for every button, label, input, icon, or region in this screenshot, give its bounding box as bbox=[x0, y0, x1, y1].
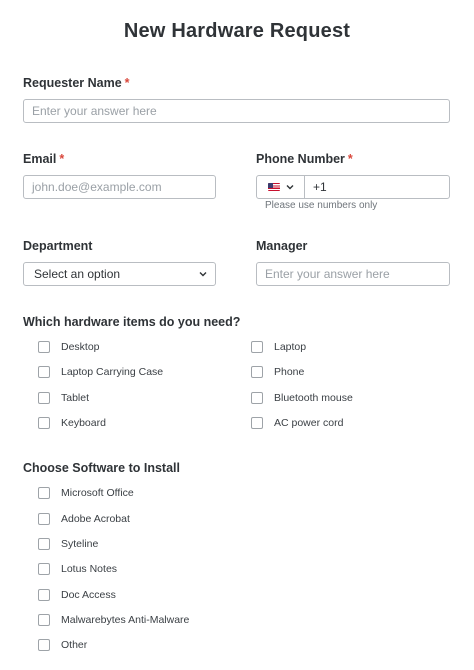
requester-name-label bbox=[23, 76, 130, 90]
checkbox-option[interactable] bbox=[38, 512, 130, 526]
checkbox[interactable] bbox=[251, 417, 263, 429]
required-mark: * bbox=[347, 152, 353, 166]
checkbox-option[interactable] bbox=[251, 365, 304, 379]
checkbox-option[interactable] bbox=[38, 340, 100, 354]
checkbox-option[interactable] bbox=[38, 391, 89, 405]
required-mark: * bbox=[59, 152, 65, 166]
checkbox-option[interactable] bbox=[251, 391, 353, 405]
requester-name-input[interactable] bbox=[23, 99, 450, 123]
page-title: New Hardware Request bbox=[123, 20, 351, 42]
email-input[interactable] bbox=[23, 175, 216, 199]
checkbox-label: Doc Access bbox=[61, 589, 116, 601]
manager-label: Manager bbox=[256, 239, 308, 253]
checkbox[interactable] bbox=[38, 513, 50, 525]
checkbox-label: Laptop bbox=[274, 341, 307, 353]
phone-input[interactable] bbox=[256, 175, 450, 199]
checkbox-label: Lotus Notes bbox=[61, 563, 118, 575]
us-flag-icon bbox=[268, 183, 280, 191]
country-selector[interactable] bbox=[257, 176, 305, 198]
email-placeholder: john.doe@example.com bbox=[32, 180, 162, 194]
checkbox[interactable] bbox=[251, 392, 263, 404]
checkbox-option[interactable] bbox=[38, 562, 117, 576]
checkbox[interactable] bbox=[38, 487, 50, 499]
checkbox[interactable] bbox=[251, 366, 263, 378]
checkbox-label: Microsoft Office bbox=[61, 487, 134, 499]
checkbox[interactable] bbox=[38, 614, 50, 626]
checkbox-option[interactable] bbox=[38, 365, 163, 379]
checkbox-option[interactable] bbox=[38, 416, 106, 430]
checkbox-label: Syteline bbox=[61, 538, 99, 550]
manager-input[interactable] bbox=[256, 262, 450, 286]
phone-hint: Please use numbers only bbox=[265, 200, 378, 211]
email-label-text: Email bbox=[23, 152, 57, 166]
requester-name-label-text: Requester Name bbox=[23, 76, 122, 90]
checkbox[interactable] bbox=[38, 392, 50, 404]
phone-country-code: +1 bbox=[313, 180, 327, 194]
chevron-down-icon bbox=[286, 183, 294, 191]
checkbox-label: Phone bbox=[274, 366, 305, 378]
checkbox-option[interactable] bbox=[38, 588, 116, 602]
hardware-question-label: Which hardware items do you need? bbox=[23, 315, 241, 329]
checkbox-option[interactable] bbox=[38, 537, 98, 551]
checkbox[interactable] bbox=[38, 366, 50, 378]
checkbox-label: Keyboard bbox=[61, 417, 106, 429]
checkbox-label: Desktop bbox=[61, 341, 100, 353]
checkbox[interactable] bbox=[38, 563, 50, 575]
department-selected-value: Select an option bbox=[34, 267, 121, 281]
checkbox[interactable] bbox=[38, 589, 50, 601]
checkbox-option[interactable] bbox=[251, 416, 343, 430]
checkbox-label: Malwarebytes Anti-Malware bbox=[61, 614, 190, 626]
phone-label bbox=[256, 152, 353, 166]
chevron-down-icon bbox=[199, 270, 207, 278]
checkbox[interactable] bbox=[38, 417, 50, 429]
checkbox-option[interactable] bbox=[251, 340, 306, 354]
checkbox[interactable] bbox=[251, 341, 263, 353]
checkbox-label: Other bbox=[61, 639, 88, 651]
checkbox-label: Tablet bbox=[61, 392, 90, 404]
requester-name-placeholder: Enter your answer here bbox=[32, 104, 157, 118]
department-label: Department bbox=[23, 239, 93, 253]
checkbox[interactable] bbox=[38, 639, 50, 651]
checkbox-option[interactable] bbox=[38, 613, 189, 627]
phone-label-text: Phone Number bbox=[256, 152, 345, 166]
email-label bbox=[23, 152, 64, 166]
checkbox[interactable] bbox=[38, 538, 50, 550]
checkbox-option[interactable] bbox=[38, 638, 87, 652]
checkbox-label: Bluetooth mouse bbox=[274, 392, 353, 404]
department-select[interactable] bbox=[23, 262, 216, 286]
checkbox-label: AC power cord bbox=[274, 417, 344, 429]
checkbox-option[interactable] bbox=[38, 486, 134, 500]
checkbox-label: Laptop Carrying Case bbox=[61, 366, 164, 378]
manager-placeholder: Enter your answer here bbox=[265, 267, 390, 281]
checkbox[interactable] bbox=[38, 341, 50, 353]
software-question-label: Choose Software to Install bbox=[23, 461, 180, 475]
required-mark: * bbox=[124, 76, 130, 90]
checkbox-label: Adobe Acrobat bbox=[61, 513, 130, 525]
